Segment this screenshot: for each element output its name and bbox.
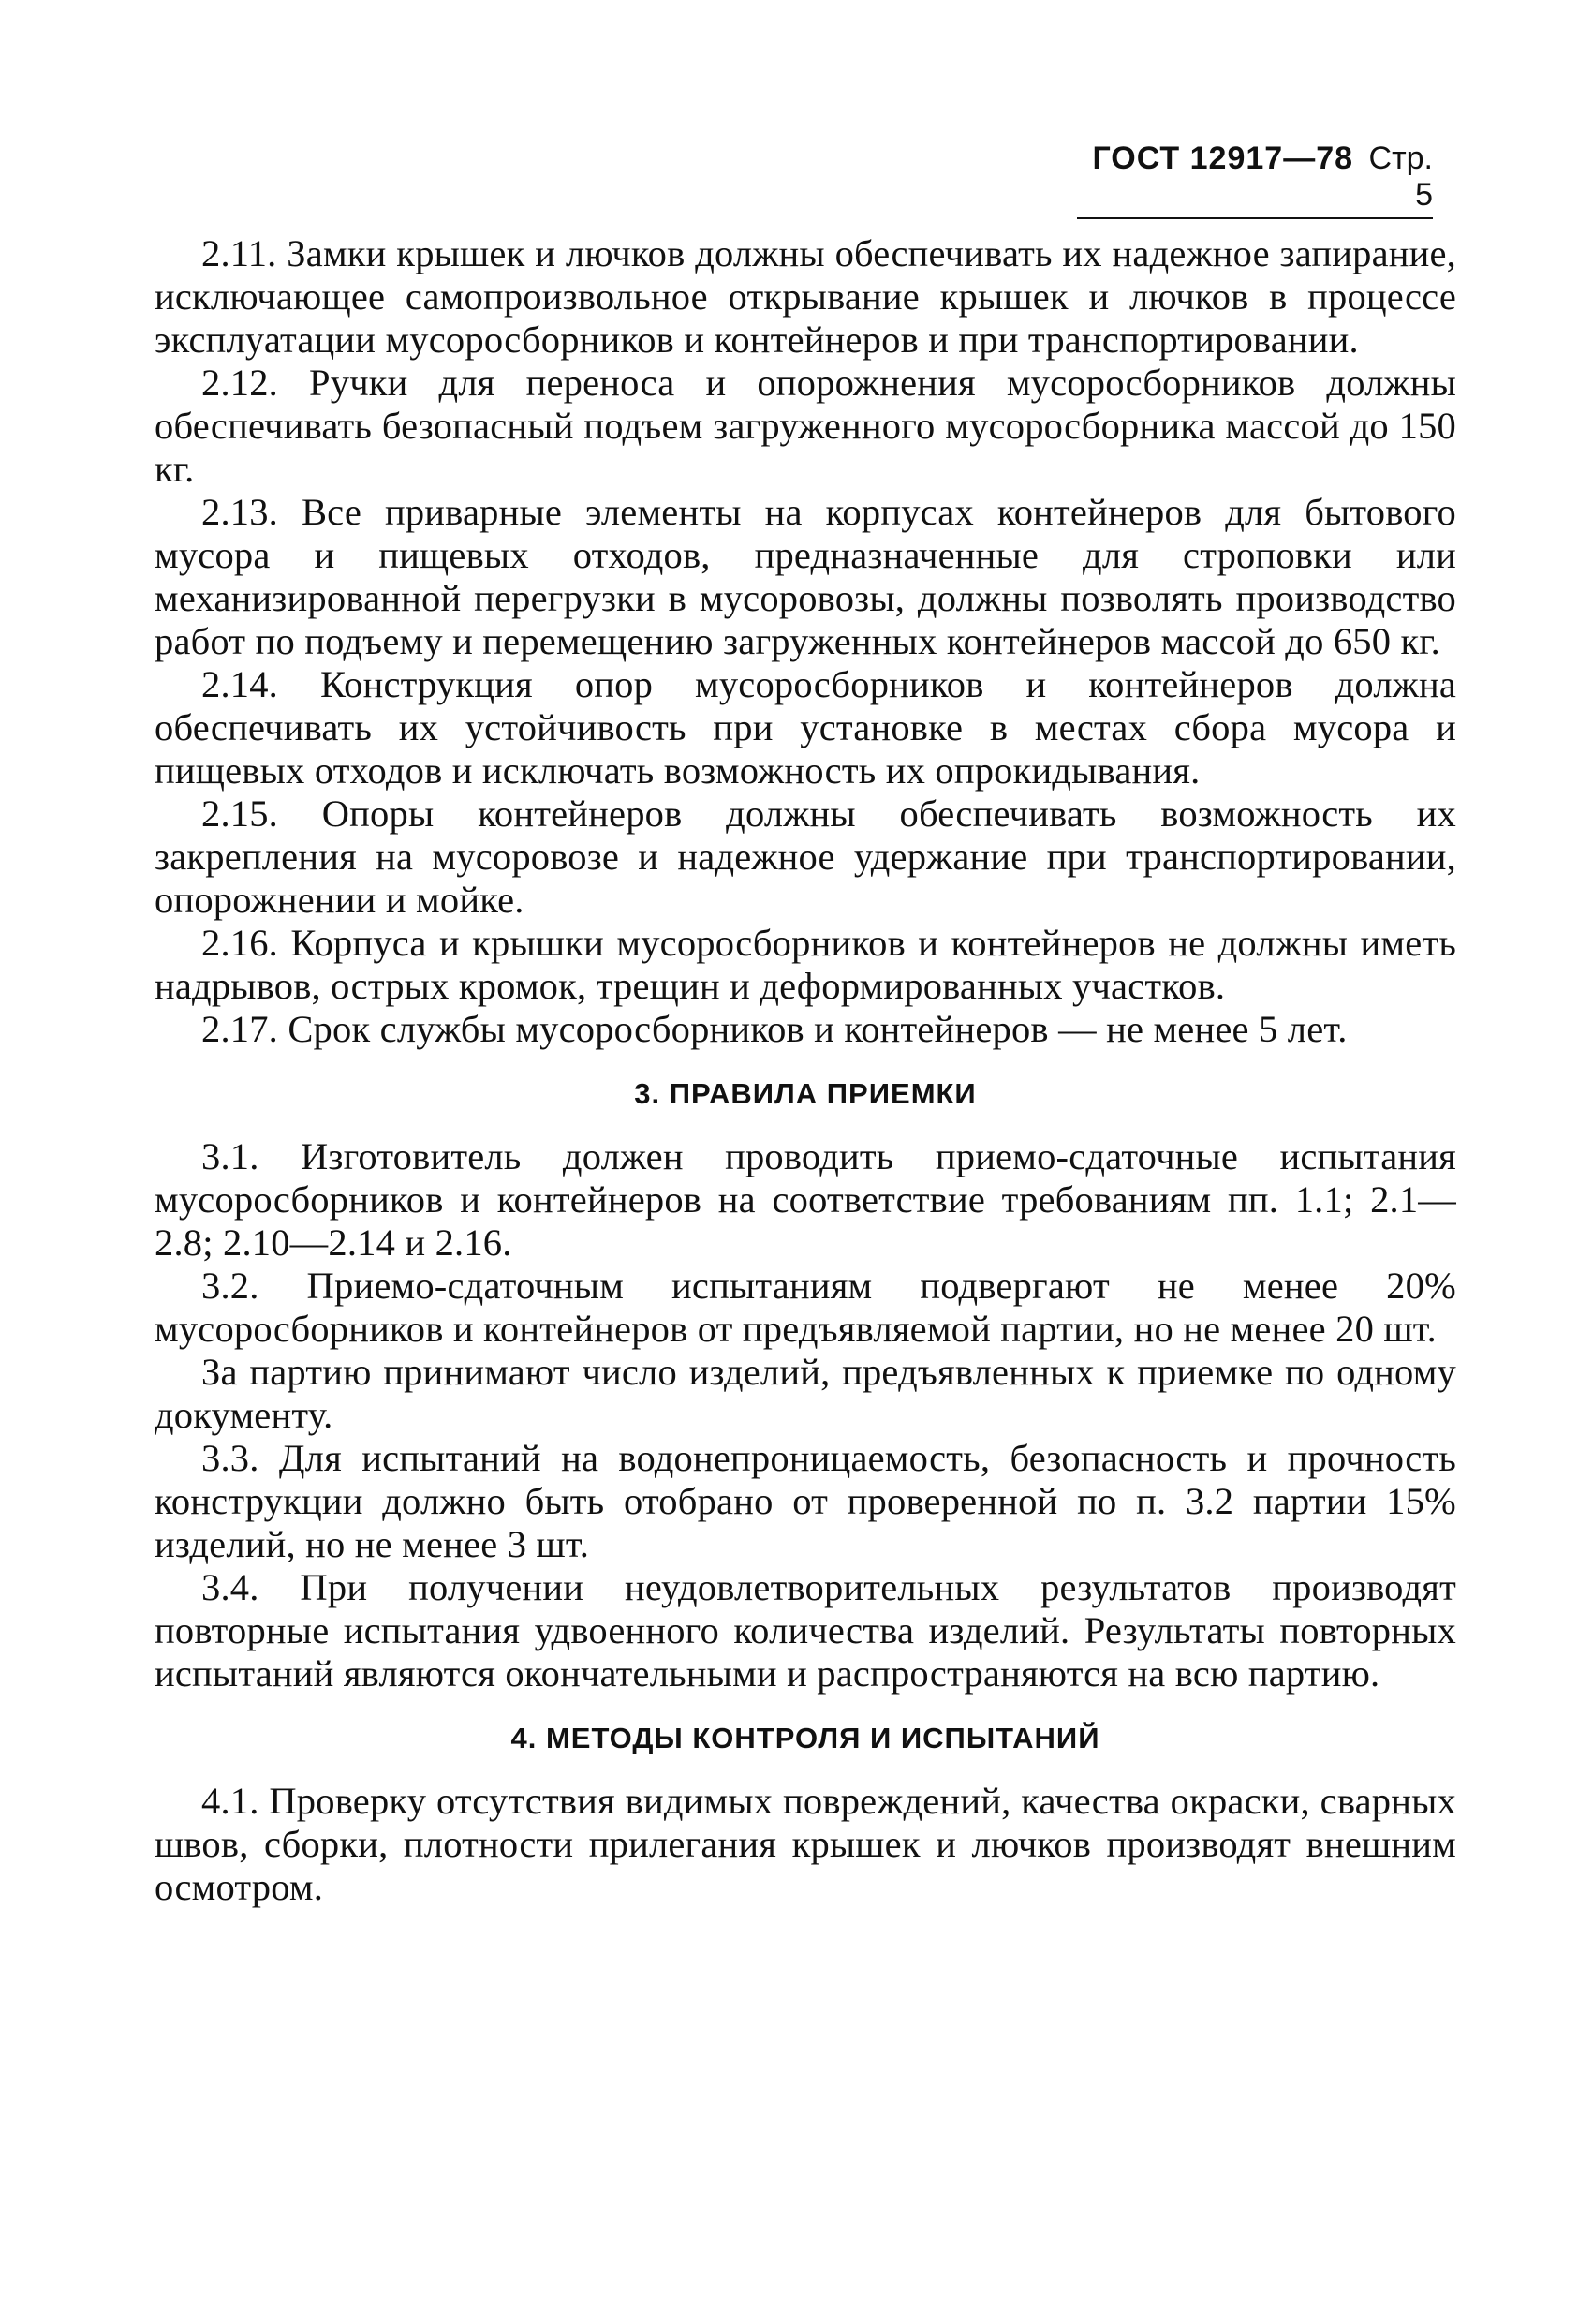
document-body bbox=[155, 232, 1456, 1909]
clause-2-15: 2.15. Опоры контейнеров должны обеспечивать возможность их закрепления на мусоровозе и надежное удержание при транспортировании, опорожнении и мойке. bbox=[155, 792, 1456, 921]
clause-2-11: 2.11. Замки крышек и лючков должны обеспечивать их надежное запирание, исключающее самопроизвольное открывание крышек и лючков в процессе эксплуатации мусоросборников и контейнеров и при транспортировании. bbox=[155, 232, 1456, 361]
clause-2-14: 2.14. Конструкция опор мусоросборников и контейнеров должна обеспечивать их устойчивость при установке в местах сбора мусора и пищевых отходов и исключать возможность их опрокидывания. bbox=[155, 663, 1456, 792]
section-heading-acceptance-rules: 3. ПРАВИЛА ПРИЕМКИ bbox=[634, 1077, 977, 1110]
clause-2-12: 2.12. Ручки для переноса и опорожнения мусоросборников должны обеспечивать безопасный подъем загруженного мусоросборника массой до 150 кг. bbox=[155, 362, 1456, 490]
clause-2-16: 2.16. Корпуса и крышки мусоросборников и контейнеров не должны иметь надрывов, острых кромок, трещин и деформированных участков. bbox=[155, 922, 1456, 1007]
clause-3-1: 3.1. Изготовитель должен проводить приемо-сдаточные испытания мусоросборников и контейнеров на соответствие требованиям пп. 1.1; 2.1—2.8; 2.10—2.14 и 2.16. bbox=[155, 1135, 1456, 1264]
clause-2-17: 2.17. Срок службы мусоросборников и контейнеров — не менее 5 лет. bbox=[201, 1008, 1348, 1050]
page-header bbox=[1077, 141, 1433, 219]
clause-3-2-batch-note: За партию принимают число изделий, предъявленных к приемке по одному документу. bbox=[155, 1351, 1456, 1436]
section-heading-test-methods: 4. МЕТОДЫ КОНТРОЛЯ И ИСПЫТАНИЙ bbox=[510, 1722, 1100, 1754]
clause-2-13: 2.13. Все приварные элементы на корпусах контейнеров для бытового мусора и пищевых отходов, предназначенные для строповки или механизированной перегрузки в мусоровозы, должны позволять производство работ по подъему и перемещению загруженных контейнеров массой до 650 кг. bbox=[155, 491, 1456, 662]
clause-4-1: 4.1. Проверку отсутствия видимых повреждений, качества окраски, сварных швов, сборки, плотности прилегания крышек и лючков производят внешним осмотром. bbox=[155, 1780, 1456, 1908]
standard-number: ГОСТ 12917—78 bbox=[1092, 141, 1354, 176]
clause-3-3: 3.3. Для испытаний на водонепроницаемость, безопасность и прочность конструкции должно быть отобрано от проверенной по п. 3.2 партии 15% изделий, но не менее 3 шт. bbox=[155, 1437, 1456, 1565]
clause-3-4: 3.4. При получении неудовлетворительных результатов производят повторные испытания удвоенного количества изделий. Результаты повторных испытаний являются окончательными и распространяются на всю партию. bbox=[155, 1566, 1456, 1695]
clause-3-2: 3.2. Приемо-сдаточным испытаниям подвергают не менее 20% мусоросборников и контейнеров от предъявляемой партии, но не менее 20 шт. bbox=[155, 1265, 1456, 1350]
page-number: Стр. 5 bbox=[1368, 141, 1433, 213]
